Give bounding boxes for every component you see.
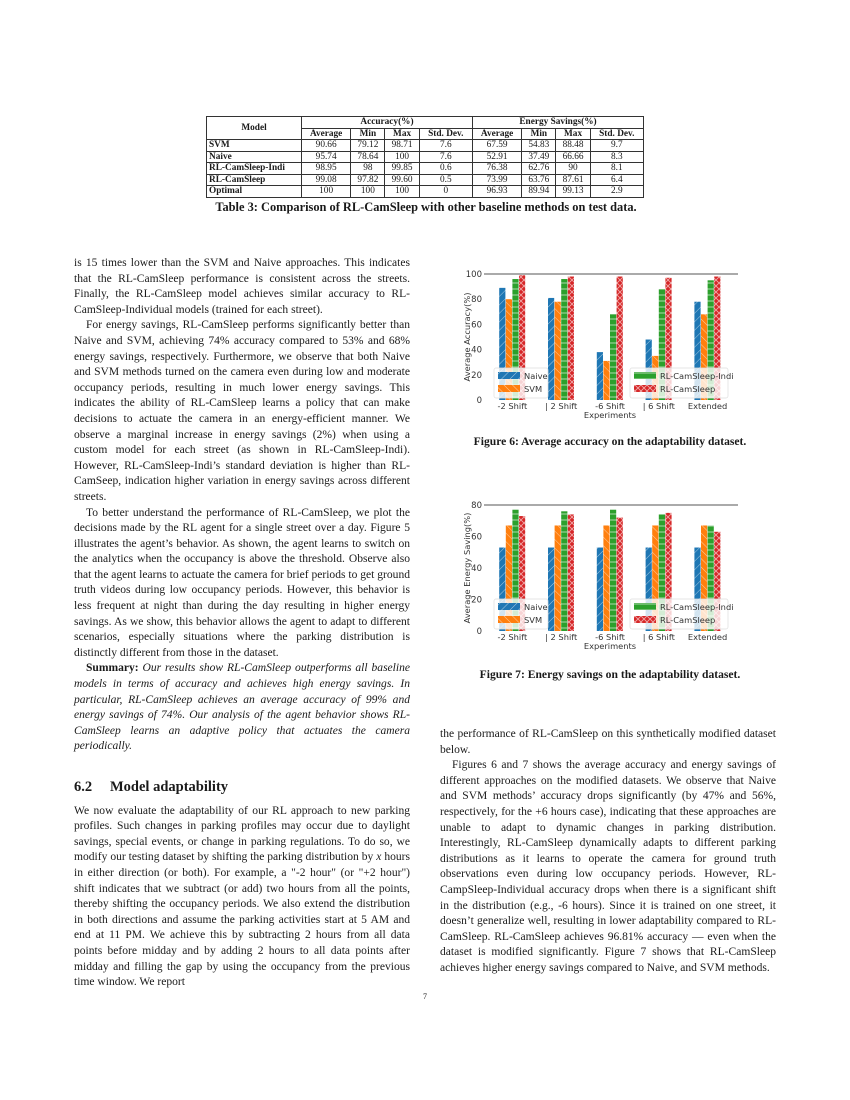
bar-naive: [548, 298, 554, 400]
table-caption: Table 3: Comparison of RL-CamSleep with other baseline methods on test data.: [215, 200, 637, 214]
svg-text:| 2 Shift: | 2 Shift: [545, 632, 578, 642]
value-cell: 8.3: [590, 151, 643, 163]
value-cell: 54.83: [522, 140, 556, 152]
table-row: [207, 174, 644, 186]
bar-rl-camsleep-indi: [561, 511, 567, 631]
value-cell: 0.5: [419, 174, 472, 186]
results-table: [206, 116, 644, 198]
bar-svm: [603, 361, 609, 400]
value-cell: 0: [419, 186, 472, 198]
svg-text:80: 80: [471, 295, 482, 306]
svg-text:SVM: SVM: [524, 615, 543, 625]
svg-text:Average Accuracy(%): Average Accuracy(%): [462, 292, 472, 382]
bar-naive: [597, 548, 603, 631]
svg-text:-2 Shift: -2 Shift: [497, 401, 528, 411]
svg-text:RL-CamSleep: RL-CamSleep: [660, 384, 716, 394]
value-cell: 89.94: [522, 186, 556, 198]
svg-text:| 6 Shift: | 6 Shift: [642, 632, 675, 642]
bar-rl-camsleep: [568, 277, 574, 400]
value-cell: 90.66: [302, 140, 351, 152]
value-cell: 99.85: [385, 163, 419, 175]
bar-svm: [555, 525, 561, 631]
value-cell: 62.76: [522, 163, 556, 175]
figure-6: [440, 262, 770, 436]
paragraph: For energy savings, RL-CamSleep performs significantly better than Naive and SVM, achieving 74% accuracy compared to 53% and 68% energy savings, respectively. Furthermore, we observe that both Naive and SVM methods turned on the camera even during low and moderate occupancy periods, resulting in much lower energy savings. This indicates the ability of RL-CamSleep learns a policy that can make decisions to actuate the camera in an energy-efficient manner. We observe a marginal increase in energy savings (2%) when using a custom model for each street (as shown in RL-CamSleep-Indi). However, RL-CamSleep-Indi’s standard deviation is higher than RL-CamSeep, indication higher variation in energy savings across different streets.: [74, 319, 410, 503]
svg-text:60: 60: [471, 320, 482, 331]
model-cell: RL-CamSleep: [207, 174, 302, 186]
svg-text:RL-CamSleep: RL-CamSleep: [660, 615, 716, 625]
bar-rl-camsleep-indi: [610, 510, 616, 631]
value-cell: 100: [351, 186, 385, 198]
subheader-cell: Min: [522, 128, 556, 140]
svg-text:RL-CamSleep-Indi: RL-CamSleep-Indi: [660, 371, 734, 381]
svg-text:Naive: Naive: [524, 371, 548, 381]
table-row: [207, 163, 644, 175]
model-cell: SVM: [207, 140, 302, 152]
energy-bar-chart: [440, 493, 770, 663]
value-cell: 79.12: [351, 140, 385, 152]
model-cell: Optimal: [207, 186, 302, 198]
bar-rl-camsleep-indi: [610, 314, 616, 400]
svg-text:Extended: Extended: [687, 401, 728, 411]
left-column: [74, 256, 410, 991]
svg-text:20: 20: [471, 370, 482, 381]
value-cell: 6.4: [590, 174, 643, 186]
value-cell: 52.91: [472, 151, 521, 163]
value-cell: 98.71: [385, 140, 419, 152]
subheader-cell: Max: [556, 128, 590, 140]
figure-7: [440, 493, 770, 667]
svg-text:-2 Shift: -2 Shift: [497, 632, 528, 642]
section-heading: [74, 780, 410, 796]
value-cell: 66.66: [556, 151, 590, 163]
svg-text:| 2 Shift: | 2 Shift: [545, 401, 578, 411]
svg-text:Extended: Extended: [687, 632, 728, 642]
svg-text:100: 100: [465, 270, 482, 280]
table-row: [207, 151, 644, 163]
summary-label: Summary:: [86, 662, 139, 675]
bar-svm: [603, 525, 609, 631]
value-cell: 63.76: [522, 174, 556, 186]
bar-naive: [597, 352, 603, 400]
svg-text:20: 20: [471, 595, 482, 606]
svg-text:0: 0: [476, 396, 482, 406]
value-cell: 0.6: [419, 163, 472, 175]
value-cell: 98.95: [302, 163, 351, 175]
text-span: We now evaluate the adaptability of our RL approach to new parking profiles. Such changes in parking profiles may occur due to daylight savings, special events, or change in parking regulations. To do so, we modify our testing dataset by shifting the parking distribution by: [74, 804, 410, 864]
value-cell: 100: [385, 151, 419, 163]
paragraph: is 15 times lower than the SVM and Naive approaches. This indicates that the RL-CamSleep performance is consistent across the streets. Finally, the RL-CamSleep model achieves similar accuracy to RL-CamSleep-Individual models (trained for each street).: [74, 257, 410, 316]
value-cell: 90: [556, 163, 590, 175]
bar-rl-camsleep: [617, 518, 623, 631]
paragraph: [74, 804, 410, 991]
svg-text:40: 40: [471, 345, 482, 356]
table-row: [207, 140, 644, 152]
figure-7-caption: Figure 7: Energy savings on the adaptability dataset.: [479, 668, 741, 681]
value-cell: 76.38: [472, 163, 521, 175]
value-cell: 88.48: [556, 140, 590, 152]
value-cell: 7.6: [419, 140, 472, 152]
svg-text:-6 Shift: -6 Shift: [595, 401, 625, 411]
summary-paragraph: [74, 661, 410, 755]
value-cell: 96.93: [472, 186, 521, 198]
table-3: [206, 116, 644, 198]
svg-text:RL-CamSleep-Indi: RL-CamSleep-Indi: [660, 602, 734, 612]
bar-rl-camsleep: [568, 514, 574, 631]
value-cell: 99.08: [302, 174, 351, 186]
section-number: 6.2: [74, 779, 93, 795]
header-model: Model: [207, 117, 302, 140]
svg-text:Average Energy Saving(%): Average Energy Saving(%): [462, 512, 472, 624]
math-variable: x: [376, 851, 382, 864]
paragraph: To better understand the performance of RL-CamSleep, we plot the decisions made by the RL agent for a single street over a day. Figure 5 illustrates the agent’s behavior. As shown, the agent learns to switch on the analytics when the occupancy is above the threshold. Observe also that the agent learns to actuate the camera for brief periods to get ground truth videos during low occupancy periods. However, this behavior is less frequent at night than during the day resulting in higher energy savings. As we show, this behavior allows the agent to adapt to different scenarios, especially situations where the parking distribution is distinctly different from those in the dataset.: [74, 506, 410, 659]
value-cell: 2.9: [590, 186, 643, 198]
svg-text:Naive: Naive: [524, 602, 548, 612]
subheader-cell: Max: [385, 128, 419, 140]
svg-text:Experiments: Experiments: [583, 641, 637, 651]
page-number: 7: [423, 992, 427, 1001]
paragraph: the performance of RL-CamSleep on this synthetically modified dataset below.: [440, 728, 776, 756]
svg-text:40: 40: [471, 564, 482, 574]
figure-6-caption: Figure 6: Average accuracy on the adaptability dataset.: [473, 435, 747, 448]
value-cell: 67.59: [472, 140, 521, 152]
svg-text:-6 Shift: -6 Shift: [595, 632, 625, 642]
value-cell: 98: [351, 163, 385, 175]
bar-svm: [555, 302, 561, 400]
value-cell: 87.61: [556, 174, 590, 186]
model-cell: Naive: [207, 151, 302, 163]
value-cell: 100: [302, 186, 351, 198]
bar-rl-camsleep-indi: [561, 279, 567, 400]
value-cell: 95.74: [302, 151, 351, 163]
right-column: [440, 727, 776, 977]
subheader-cell: Average: [302, 128, 351, 140]
svg-text:Experiments: Experiments: [583, 410, 637, 420]
value-cell: 7.6: [419, 151, 472, 163]
value-cell: 37.49: [522, 151, 556, 163]
value-cell: 73.99: [472, 174, 521, 186]
section-title: Model adaptability: [110, 779, 229, 795]
value-cell: 97.82: [351, 174, 385, 186]
svg-text:60: 60: [471, 532, 482, 543]
model-cell: RL-CamSleep-Indi: [207, 163, 302, 175]
svg-text:80: 80: [471, 501, 482, 511]
bar-naive: [548, 548, 554, 631]
subheader-cell: Min: [351, 128, 385, 140]
header-accuracy: Accuracy(%): [302, 117, 473, 129]
summary-text: Our results show RL-CamSleep outperforms all baseline models in terms of accuracy and achieves high energy savings. In particular, RL-CamSleep achieves an average accuracy of 99% and energy savings of 74%. Our analysis of the agent behavior shows RL-CamSleep learns an adaptive policy that actuates the camera periodically.: [74, 662, 410, 753]
value-cell: 99.13: [556, 186, 590, 198]
header-energy: Energy Savings(%): [472, 117, 643, 129]
subheader-cell: Average: [472, 128, 521, 140]
value-cell: 99.60: [385, 174, 419, 186]
text-span: hours in either direction (or both). For example, a "-2 hour" (or "+2 hour") shift indicates that we subtract (or add) two hours from all the points, thereby shifting the occupancy periods. We also extend the distribution in both directions and assume the parking activities start at 5 AM and end at 11 PM. We achieve this by subtracting 2 hours from all data points before midday and by adding 2 hours to all data points after midday and filling the gap by using the occupancy from the previous time window. We report: [74, 851, 410, 989]
paragraph: Figures 6 and 7 shows the average accuracy and energy savings of different approaches on the modified datasets. We observe that Naive and SVM methods’ accuracy drops significantly (by 47% and 56%, respectively, for the +6 hours case), indicating that these approaches are unable to adapt to dynamic changes in parking distribution. Interestingly, RL-CamSleep dynamically adapts to different parking distributions as it learns to operate the camera for ground truth observations even during low occupancy periods. However, RL-CampSleep-Individual accuracy drops when there is a significant shift in the distribution (e.g., -6 hours). Since it is trained on one street, it doesn’t generalize well, resulting in lower adaptability compared to RL-CamSleep. RL-CamSleep achieves 96.81% accuracy — even when the dataset is modified significantly. Figure 7 shows that RL-CamSleep achieves higher energy savings compared to Naive, and SVM methods.: [440, 759, 776, 974]
subheader-cell: Std. Dev.: [419, 128, 472, 140]
value-cell: 78.64: [351, 151, 385, 163]
subheader-cell: Std. Dev.: [590, 128, 643, 140]
svg-text:| 6 Shift: | 6 Shift: [642, 401, 675, 411]
svg-text:0: 0: [476, 627, 482, 637]
value-cell: 100: [385, 186, 419, 198]
svg-text:SVM: SVM: [524, 384, 543, 394]
value-cell: 8.1: [590, 163, 643, 175]
bar-rl-camsleep: [617, 277, 623, 400]
table-row: [207, 186, 644, 198]
value-cell: 9.7: [590, 140, 643, 152]
accuracy-bar-chart: [440, 262, 770, 432]
